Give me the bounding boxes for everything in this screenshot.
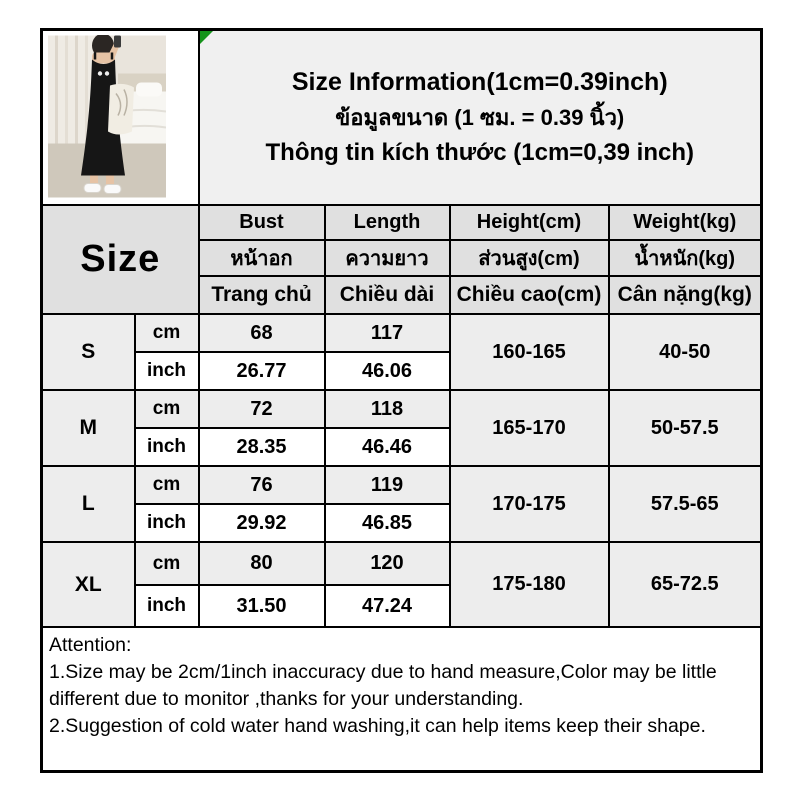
- height-range-l: 170-175: [450, 466, 609, 542]
- length-inch-xl: 47.24: [325, 585, 450, 627]
- size-cell-s: S: [42, 314, 135, 390]
- bust-inch-l: 29.92: [199, 504, 325, 542]
- length-cm-l: 119: [325, 466, 450, 504]
- length-inch-s: 46.06: [325, 352, 450, 390]
- weight-range-m: 50-57.5: [609, 390, 762, 466]
- unit-label-cm: cm: [135, 314, 199, 352]
- length-cm-xl: 120: [325, 542, 450, 585]
- weight-range-s: 40-50: [609, 314, 762, 390]
- weight-range-l: 57.5-65: [609, 466, 762, 542]
- col-header-height-th: ส่วนสูง(cm): [450, 240, 609, 276]
- height-range-xl: 175-180: [450, 542, 609, 627]
- size-table: [40, 28, 763, 773]
- unit-label-cm: cm: [135, 466, 199, 504]
- photo-phone: [114, 36, 121, 48]
- attention-note-2: 2.Suggestion of cold water hand washing,it can help items keep their shape.: [49, 715, 706, 737]
- title-english: Size Information(1cm=0.39inch): [291, 68, 668, 96]
- size-cell-m: M: [42, 390, 135, 466]
- size-header: Size: [42, 205, 199, 314]
- bust-cm-xl: 80: [199, 542, 325, 585]
- col-header-bust-th: หน้าอก: [199, 240, 325, 276]
- col-header-bust-vi: Trang chủ: [199, 276, 325, 314]
- col-header-weight-vi: Cân nặng(kg): [609, 276, 762, 314]
- bust-cm-m: 72: [199, 390, 325, 428]
- unit-label-cm: cm: [135, 542, 199, 585]
- photo-tote-bag: [108, 84, 134, 135]
- length-cm-s: 117: [325, 314, 450, 352]
- col-header-length-en: Length: [325, 205, 450, 240]
- bust-inch-s: 26.77: [199, 352, 325, 390]
- bust-inch-m: 28.35: [199, 428, 325, 466]
- height-range-s: 160-165: [450, 314, 609, 390]
- product-photo: [48, 35, 166, 198]
- photo-dress-print: [98, 71, 102, 75]
- row-l-cm: [42, 466, 762, 504]
- col-header-length-vi: Chiều dài: [325, 276, 450, 314]
- title-vietnamese: Thông tin kích thước (1cm=0,39 inch): [265, 139, 695, 166]
- weight-range-xl: 65-72.5: [609, 542, 762, 627]
- bust-cm-s: 68: [199, 314, 325, 352]
- col-header-weight-en: Weight(kg): [609, 205, 762, 240]
- bust-cm-l: 76: [199, 466, 325, 504]
- product-photo-cell: [42, 30, 199, 206]
- unit-label-inch: inch: [135, 428, 199, 466]
- size-cell-l: L: [42, 466, 135, 542]
- title-thai: ข้อมูลขนาด (1 ซม. = 0.39 นิ้ว): [335, 105, 625, 130]
- unit-label-inch: inch: [135, 504, 199, 542]
- length-inch-l: 46.85: [325, 504, 450, 542]
- unit-label-cm: cm: [135, 390, 199, 428]
- unit-label-inch: inch: [135, 352, 199, 390]
- green-corner-marker: [200, 31, 213, 44]
- attention-row: [42, 627, 762, 772]
- row-s-cm: [42, 314, 762, 352]
- bust-inch-xl: 31.50: [199, 585, 325, 627]
- height-range-m: 165-170: [450, 390, 609, 466]
- col-header-weight-th: น้ำหนัก(kg): [609, 240, 762, 276]
- col-header-bust-en: Bust: [199, 205, 325, 240]
- row-xl-cm: [42, 542, 762, 585]
- attention-heading: Attention:: [49, 634, 132, 656]
- col-header-height-vi: Chiều cao(cm): [450, 276, 609, 314]
- title-cell: [199, 30, 762, 206]
- length-inch-m: 46.46: [325, 428, 450, 466]
- attention-cell: [42, 627, 762, 772]
- top-row: [42, 30, 762, 206]
- length-cm-m: 118: [325, 390, 450, 428]
- row-m-cm: [42, 390, 762, 428]
- col-header-length-th: ความยาว: [325, 240, 450, 276]
- size-cell-xl: XL: [42, 542, 135, 627]
- col-header-height-en: Height(cm): [450, 205, 609, 240]
- unit-label-inch: inch: [135, 585, 199, 627]
- header-row-english: [42, 205, 762, 240]
- attention-note-1: 1.Size may be 2cm/1inch inaccuracy due to hand measure,Color may be little different due to monitor ,thanks for your understanding.: [49, 661, 717, 710]
